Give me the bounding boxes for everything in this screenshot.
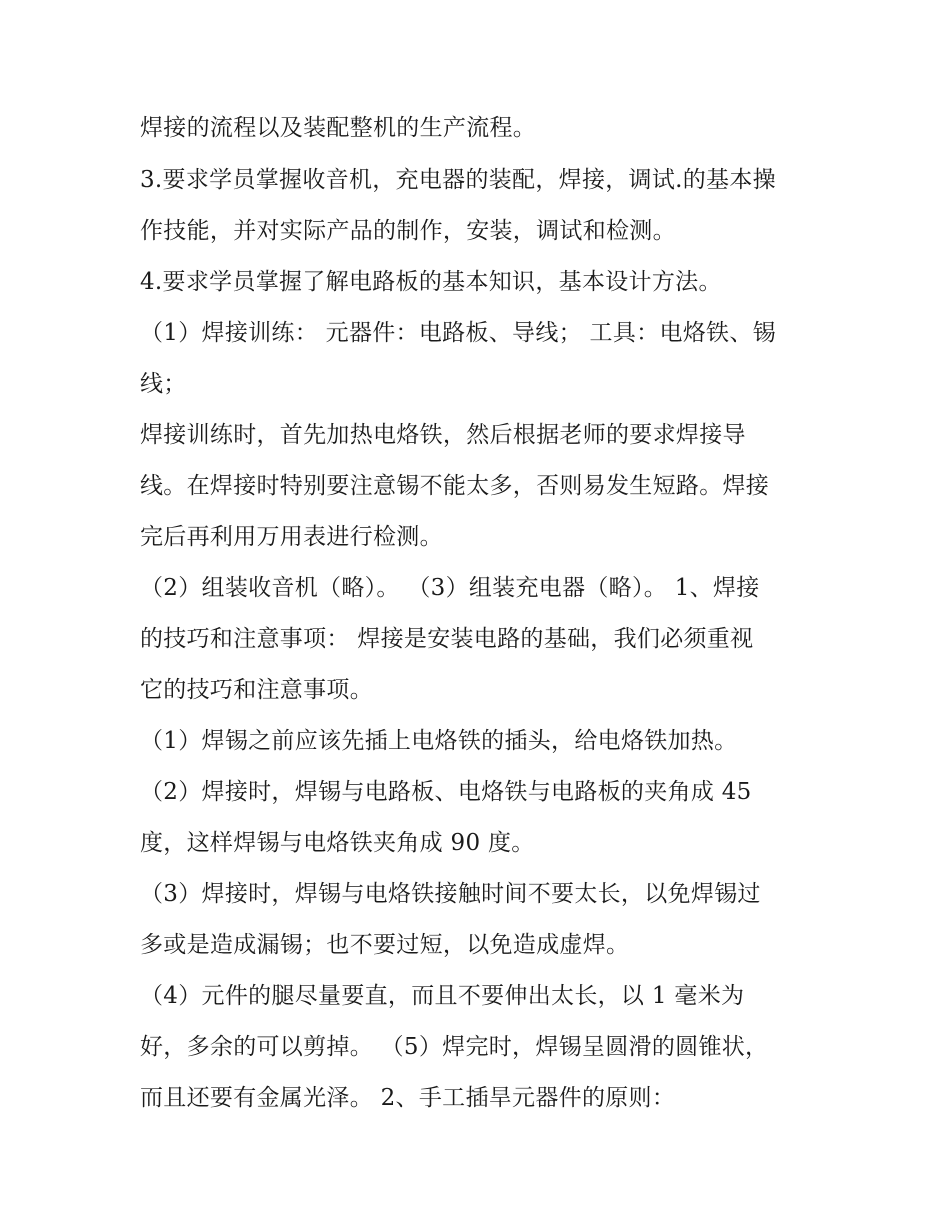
text-line: （4）元件的腿尽量要直，而且不要伸出太长，以 1 毫米为 (140, 983, 745, 1009)
text-line: 度，这样焊锡与电烙铁夹角成 90 度。 (140, 830, 535, 856)
text-line: （3）焊接时，焊锡与电烙铁接触时间不要太长，以免焊锡过 (140, 881, 761, 907)
text-line: （1）焊接训练： 元器件：电路板、导线； 工具：电烙铁、锡 (140, 320, 776, 346)
text-line: （2）组装收音机（略）。 （3）组装充电器（略）。 1、焊接 (140, 575, 760, 601)
text-line: 多或是造成漏锡；也不要过短，以免造成虚焊。 (140, 932, 630, 958)
text-line: 线； (140, 371, 187, 397)
text-line: 3.要求学员掌握收音机，充电器的装配，焊接，调试.的基本操 (140, 167, 776, 193)
text-line: 作技能，并对实际产品的制作，安装，调试和检测。 (140, 218, 676, 244)
text-line: 的技巧和注意事项： 焊接是安装电路的基础，我们必须重视 (140, 626, 754, 652)
text-line: 完后再利用万用表进行检测。 (140, 524, 443, 550)
text-line: 而且还要有金属光泽。 2、手工插旱元器件的原则： (140, 1085, 676, 1111)
text-line: 焊接的流程以及装配整机的生产流程。 (140, 115, 537, 141)
text-line: 线。在焊接时特别要注意锡不能太多，否则易发生短路。焊接 (140, 473, 770, 499)
text-line: （2）焊接时，焊锡与电路板、电烙铁与电路板的夹角成 45 (140, 779, 752, 805)
text-line: 焊接训练时，首先加热电烙铁，然后根据老师的要求焊接导 (140, 422, 746, 448)
text-line: （1）焊锡之前应该先插上电烙铁的插头，给电烙铁加热。 (140, 728, 738, 754)
text-line: 4.要求学员掌握了解电路板的基本知识，基本设计方法。 (140, 269, 722, 295)
text-line: 好，多余的可以剪掉。 （5）焊完时，焊锡呈圆滑的圆锥状， (140, 1034, 769, 1060)
text-line: 它的技巧和注意事项。 (140, 677, 373, 703)
